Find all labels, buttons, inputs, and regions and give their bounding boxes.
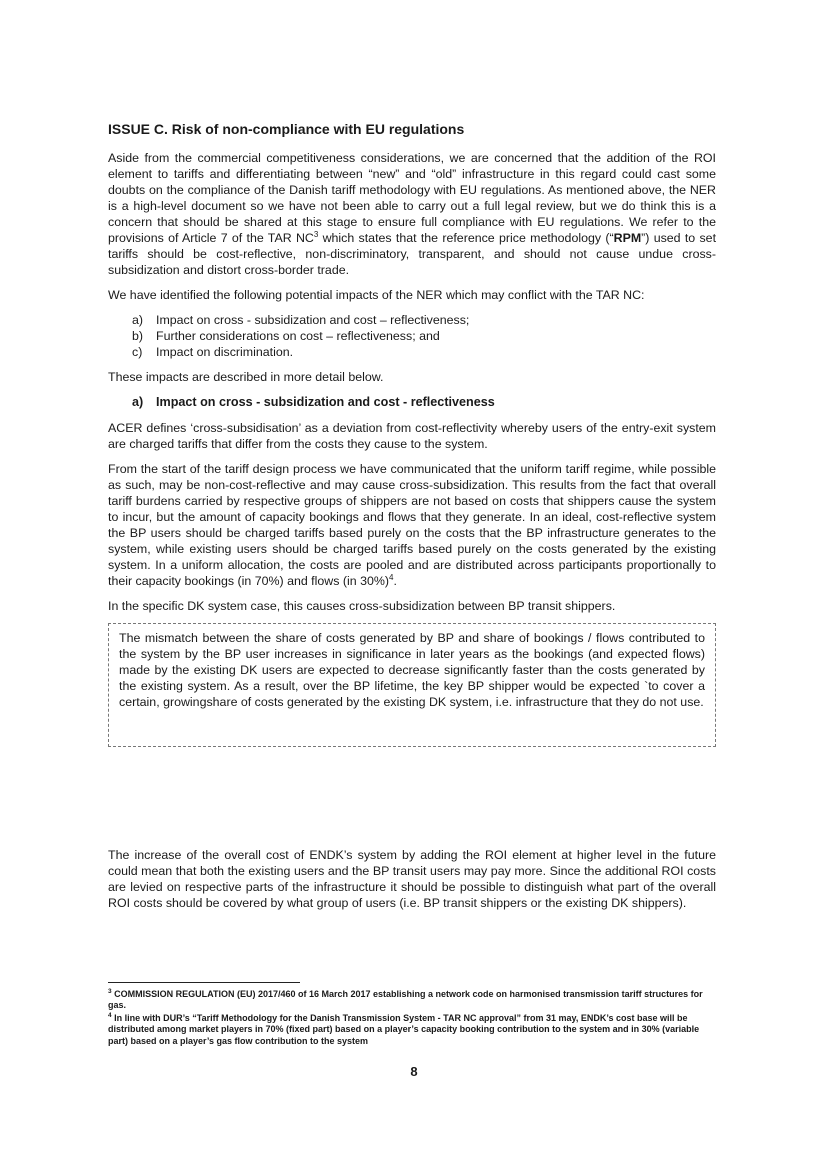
paragraph-impacts-intro: We have identified the following potential impacts of the NER which may conflict with the TAR NC:	[108, 288, 645, 302]
footnote-text: COMMISSION REGULATION (EU) 2017/460 of 16 March 2017 establishing a network code on harmonised transmission tariff structures for gas.	[108, 989, 703, 1011]
footnote-number: 4	[108, 1011, 112, 1019]
paragraph-overall-cost: The increase of the overall cost of ENDK’s system by adding the ROI element at higher level in the future could mean that both the existing users and the BP transit users may pay more. Since the additional ROI costs are levied on respective parts of the infrastructure it should be possible to distinguish what part of the overall ROI costs should be covered by what group of users (i.e. BP transit shippers or the existing DK shippers).	[108, 848, 716, 910]
paragraph-acer-definition: ACER defines ‘cross-subsidisation’ as a deviation from cost-reflectivity whereby users of the entry-exit system are charged tariffs that differ from the costs they cause to the system.	[108, 421, 716, 451]
paragraph-tariff-design-end: .	[393, 574, 397, 588]
list-marker: c)	[132, 345, 143, 359]
paragraph-intro-text-3: ”) used to set tariffs should be cost-reflective, non-discriminatory, transparent, and should not cause undue cross-subsidization and distort cross-border trade.	[108, 231, 717, 277]
list-item	[132, 344, 716, 360]
section-heading: ISSUE C. Risk of non-compliance with EU regulations	[108, 121, 465, 137]
list-marker: b)	[132, 329, 144, 343]
paragraph-intro-text-2: which states that the reference price methodology (“	[318, 231, 614, 245]
paragraph-intro	[108, 150, 716, 278]
list-item	[132, 312, 716, 328]
page-number: 8	[410, 1064, 418, 1079]
paragraph-described-below: These impacts are described in more detail below.	[108, 370, 384, 384]
rpm-term: RPM	[613, 231, 642, 245]
paragraph-dk-case: In the specific DK system case, this causes cross-subsidization between BP transit shippers.	[108, 599, 616, 613]
footnotes	[108, 982, 716, 1048]
footnote-ref-3[interactable]: 3	[313, 229, 319, 239]
list-item	[132, 328, 716, 344]
paragraph-tariff-design	[108, 461, 716, 589]
footnote-text: In line with DUR’s “Tariff Methodology for the Danish Transmission System - TAR NC approval” from 31 may, ENDK’s cost base will be distributed among market players in 70% (fixed part) based on a player’s capacity booking contribution to the system and in 30% (variable part) based on a player’s gas flow contribution to the system	[108, 1012, 700, 1046]
document-body	[108, 120, 716, 920]
list-marker: a)	[132, 313, 144, 327]
footnote-4	[108, 1013, 716, 1047]
highlight-box-text: The mismatch between the share of costs generated by BP and share of bookings / flows contributed to the system by the BP user increases in significance in later years as the bookings (and expected flows) made by the existing DK users are expected to decrease significantly faster than the costs generated by the existing system. As a result, over the BP lifetime, the key BP shipper would be expected `to cover a certain, growingshare of costs generated by the existing DK system, i.e. infrastructure that they do not use.	[119, 631, 705, 709]
highlight-box	[108, 623, 716, 747]
list-item-text: Impact on cross - subsidization and cost – reflectiveness;	[156, 313, 470, 327]
paragraph-intro-text: Aside from the commercial competitiveness considerations, we are concerned that the addition of the ROI element to tariffs and differentiating between “new” and “old” infrastructure in this regard could cast some doubts on the compliance of the Danish tariff methodology with EU regulations. As mentioned above, the NER is a high-level document so we have not been able to carry out a full legal review, but we do think this is a concern that should be shared at this stage to ensure full compliance with EU regulations. We refer to the provisions of Article 7 of the TAR NC	[108, 151, 716, 245]
subheading-text: Impact on cross - subsidization and cost - reflectiveness	[156, 395, 495, 409]
subheading-marker: a)	[132, 395, 144, 409]
list-item-text: Further considerations on cost – reflectiveness; and	[156, 329, 440, 343]
paragraph-tariff-design-text: From the start of the tariff design process we have communicated that the uniform tariff regime, while possible as such, may be non-cost-reflective and may cause cross-subsidization. This results from the fact that overall tariff burdens carried by respective groups of shippers are not based on costs that shippers cause the system to incur, but the amount of capacity bookings and flows that they generate. In an ideal, cost-reflective system the BP users should be charged tariffs based purely on the costs that the BP infrastructure generates to the system, while existing users should be charged tariffs based purely on the costs generated by the existing system. In a uniform allocation, the costs are pooled and are distributed across participants proportionally to their capacity bookings (in 70%) and flows (in 30%)	[108, 462, 716, 588]
subheading	[132, 394, 716, 410]
footnote-3	[108, 989, 716, 1012]
list-item-text: Impact on discrimination.	[156, 345, 294, 359]
footnote-number: 3	[108, 988, 112, 995]
footnote-ref-4[interactable]: 4	[389, 572, 394, 582]
footnote-separator	[108, 982, 300, 983]
impacts-list	[108, 312, 716, 360]
